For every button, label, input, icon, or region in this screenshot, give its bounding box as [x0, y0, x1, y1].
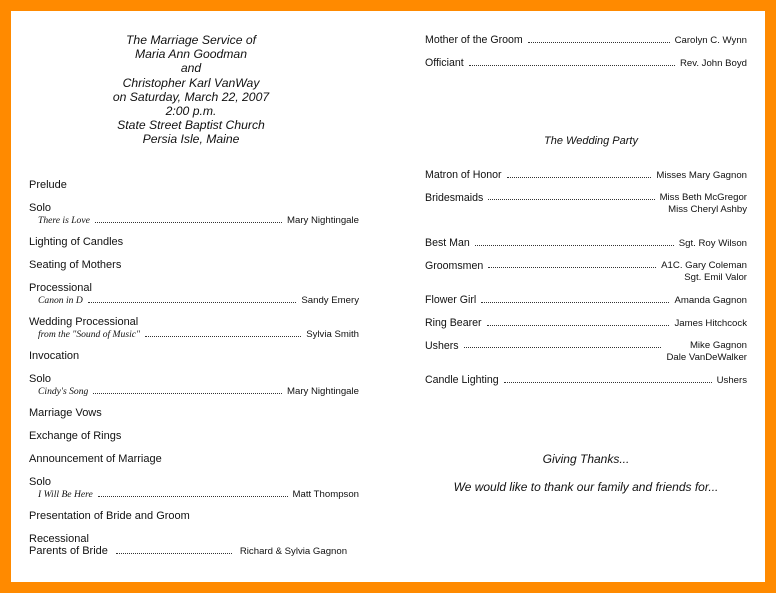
- role-label: Ushers: [425, 340, 459, 352]
- program-page: [11, 11, 765, 582]
- dot-leader: [528, 36, 670, 43]
- dot-leader: [95, 215, 282, 223]
- person-name: Sgt. Emil Valor: [684, 272, 747, 283]
- program-item: [29, 316, 359, 341]
- person-name: Ushers: [716, 375, 747, 386]
- person-names: [660, 192, 747, 216]
- program-item: [29, 545, 359, 558]
- program-item: [29, 202, 359, 227]
- program-item-label: Exchange of Rings: [29, 430, 122, 442]
- ceremony-location: Persia Isle, Maine: [142, 132, 240, 147]
- role-label: Ring Bearer: [425, 317, 482, 329]
- dot-leader: [145, 329, 301, 337]
- program-item-label: Announcement of Marriage: [29, 453, 162, 465]
- program-item-detail: [29, 329, 359, 341]
- performer-name: Richard & Sylvia Gagnon: [239, 546, 348, 557]
- person-name: Misses Mary Gagnon: [656, 170, 747, 181]
- program-item-detail: [29, 386, 359, 398]
- dot-leader: [504, 376, 712, 383]
- role-label: Candle Lighting: [425, 374, 499, 386]
- person-name: Miss Beth McGregor: [659, 192, 747, 203]
- dot-leader: [481, 296, 669, 303]
- party-row: [425, 317, 747, 329]
- program-item: [29, 282, 359, 307]
- program-item-detail: [29, 295, 359, 307]
- program-item: [29, 373, 359, 398]
- person-name: Carolyn C. Wynn: [674, 35, 747, 46]
- piece-title: There is Love: [38, 215, 90, 226]
- party-row: [425, 294, 747, 306]
- program-item-label: Prelude: [29, 179, 67, 191]
- piece-title: from the "Sound of Music": [38, 329, 141, 340]
- ceremony-line: The Marriage Service of: [125, 33, 257, 47]
- dot-leader: [464, 341, 662, 348]
- ceremony-line: and: [180, 61, 202, 76]
- dot-leader: [116, 546, 232, 554]
- program-item-label: Invocation: [29, 350, 80, 362]
- person-name: Rev. John Boyd: [679, 58, 747, 69]
- person-name: Mike Gagnon: [689, 340, 747, 351]
- dot-leader: [93, 386, 282, 394]
- program-item-label: Solo: [29, 373, 52, 385]
- piece-title: Canon in D: [38, 295, 83, 306]
- program-item: [29, 407, 359, 419]
- performer-name: Mary Nightingale: [287, 215, 359, 226]
- program-item-label: Recessional: [29, 533, 89, 545]
- performer-name: Mary Nightingale: [287, 386, 359, 397]
- performer-name: Sylvia Smith: [306, 329, 359, 340]
- program-item-label: Solo: [29, 202, 52, 214]
- person-name: Dale VanDeWalker: [666, 352, 747, 363]
- program-item-label: Seating of Mothers: [29, 259, 122, 271]
- program-item-label: Parents of Bride: [29, 545, 108, 557]
- role-label: Best Man: [425, 237, 470, 249]
- role-label: Officiant: [425, 57, 464, 69]
- program-item: [29, 179, 359, 191]
- program-item-label: Solo: [29, 476, 52, 488]
- person-name: James Hitchcock: [674, 318, 747, 329]
- ceremony-venue: State Street Baptist Church: [117, 118, 265, 133]
- person-name: Sgt. Roy Wilson: [678, 238, 747, 249]
- ceremony-date: on Saturday, March 22, 2007: [112, 89, 270, 104]
- party-row: [425, 340, 747, 364]
- role-label: Flower Girl: [425, 294, 477, 306]
- program-item-detail: [29, 545, 359, 558]
- dot-leader: [507, 171, 652, 178]
- dot-leader: [475, 239, 674, 246]
- thanks-title: Giving Thanks...: [542, 452, 630, 466]
- piece-title: Cindy's Song: [38, 386, 89, 397]
- role-label: Groomsmen: [425, 260, 484, 272]
- ceremony-time: 2:00 p.m.: [165, 104, 217, 119]
- role-label: Matron of Honor: [425, 169, 502, 181]
- party-row: [425, 374, 747, 386]
- performer-name: Sandy Emery: [301, 295, 359, 306]
- program-item: [29, 236, 359, 248]
- person-names: [666, 340, 747, 364]
- program-item-label: Wedding Processional: [29, 316, 139, 328]
- program-item: [29, 350, 359, 362]
- piece-title: I Will Be Here: [38, 489, 93, 500]
- groom-name: Christopher Karl VanWay: [122, 75, 260, 90]
- program-item-label: Presentation of Bride and Groom: [29, 510, 190, 522]
- performer-name: Matt Thompson: [292, 489, 359, 500]
- dot-leader: [488, 261, 656, 268]
- bride-name: Maria Ann Goodman: [134, 47, 247, 62]
- program-item-label: Lighting of Candles: [29, 236, 124, 248]
- dot-leader: [488, 193, 654, 200]
- program-item-detail: [29, 215, 359, 227]
- person-name: Miss Cheryl Ashby: [668, 204, 747, 215]
- official-row: [425, 34, 747, 46]
- person-name: A1C. Gary Coleman: [661, 260, 747, 271]
- program-item-label: Marriage Vows: [29, 407, 102, 419]
- program-item: [29, 510, 359, 522]
- dot-leader: [469, 59, 675, 66]
- program-item: [29, 533, 359, 545]
- program-item-label: Processional: [29, 282, 92, 294]
- role-label: Bridesmaids: [425, 192, 484, 204]
- person-name: Amanda Gagnon: [674, 295, 747, 306]
- program-item: [29, 453, 359, 465]
- dot-leader: [98, 489, 288, 497]
- party-row: [425, 169, 747, 181]
- wedding-party-title: The Wedding Party: [544, 135, 638, 147]
- party-row: [425, 237, 747, 249]
- program-item: [29, 476, 359, 501]
- official-row: [425, 57, 747, 69]
- thanks-text: We would like to thank our family and friends for...: [453, 480, 719, 494]
- party-row: [425, 260, 747, 284]
- dot-leader: [88, 295, 297, 303]
- program-item: [29, 430, 359, 442]
- person-names: [661, 260, 747, 284]
- party-row: [425, 192, 747, 216]
- program-item-detail: [29, 489, 359, 501]
- ceremony-title: [101, 33, 281, 147]
- dot-leader: [487, 319, 670, 326]
- role-label: Mother of the Groom: [425, 34, 523, 46]
- program-item: [29, 259, 359, 271]
